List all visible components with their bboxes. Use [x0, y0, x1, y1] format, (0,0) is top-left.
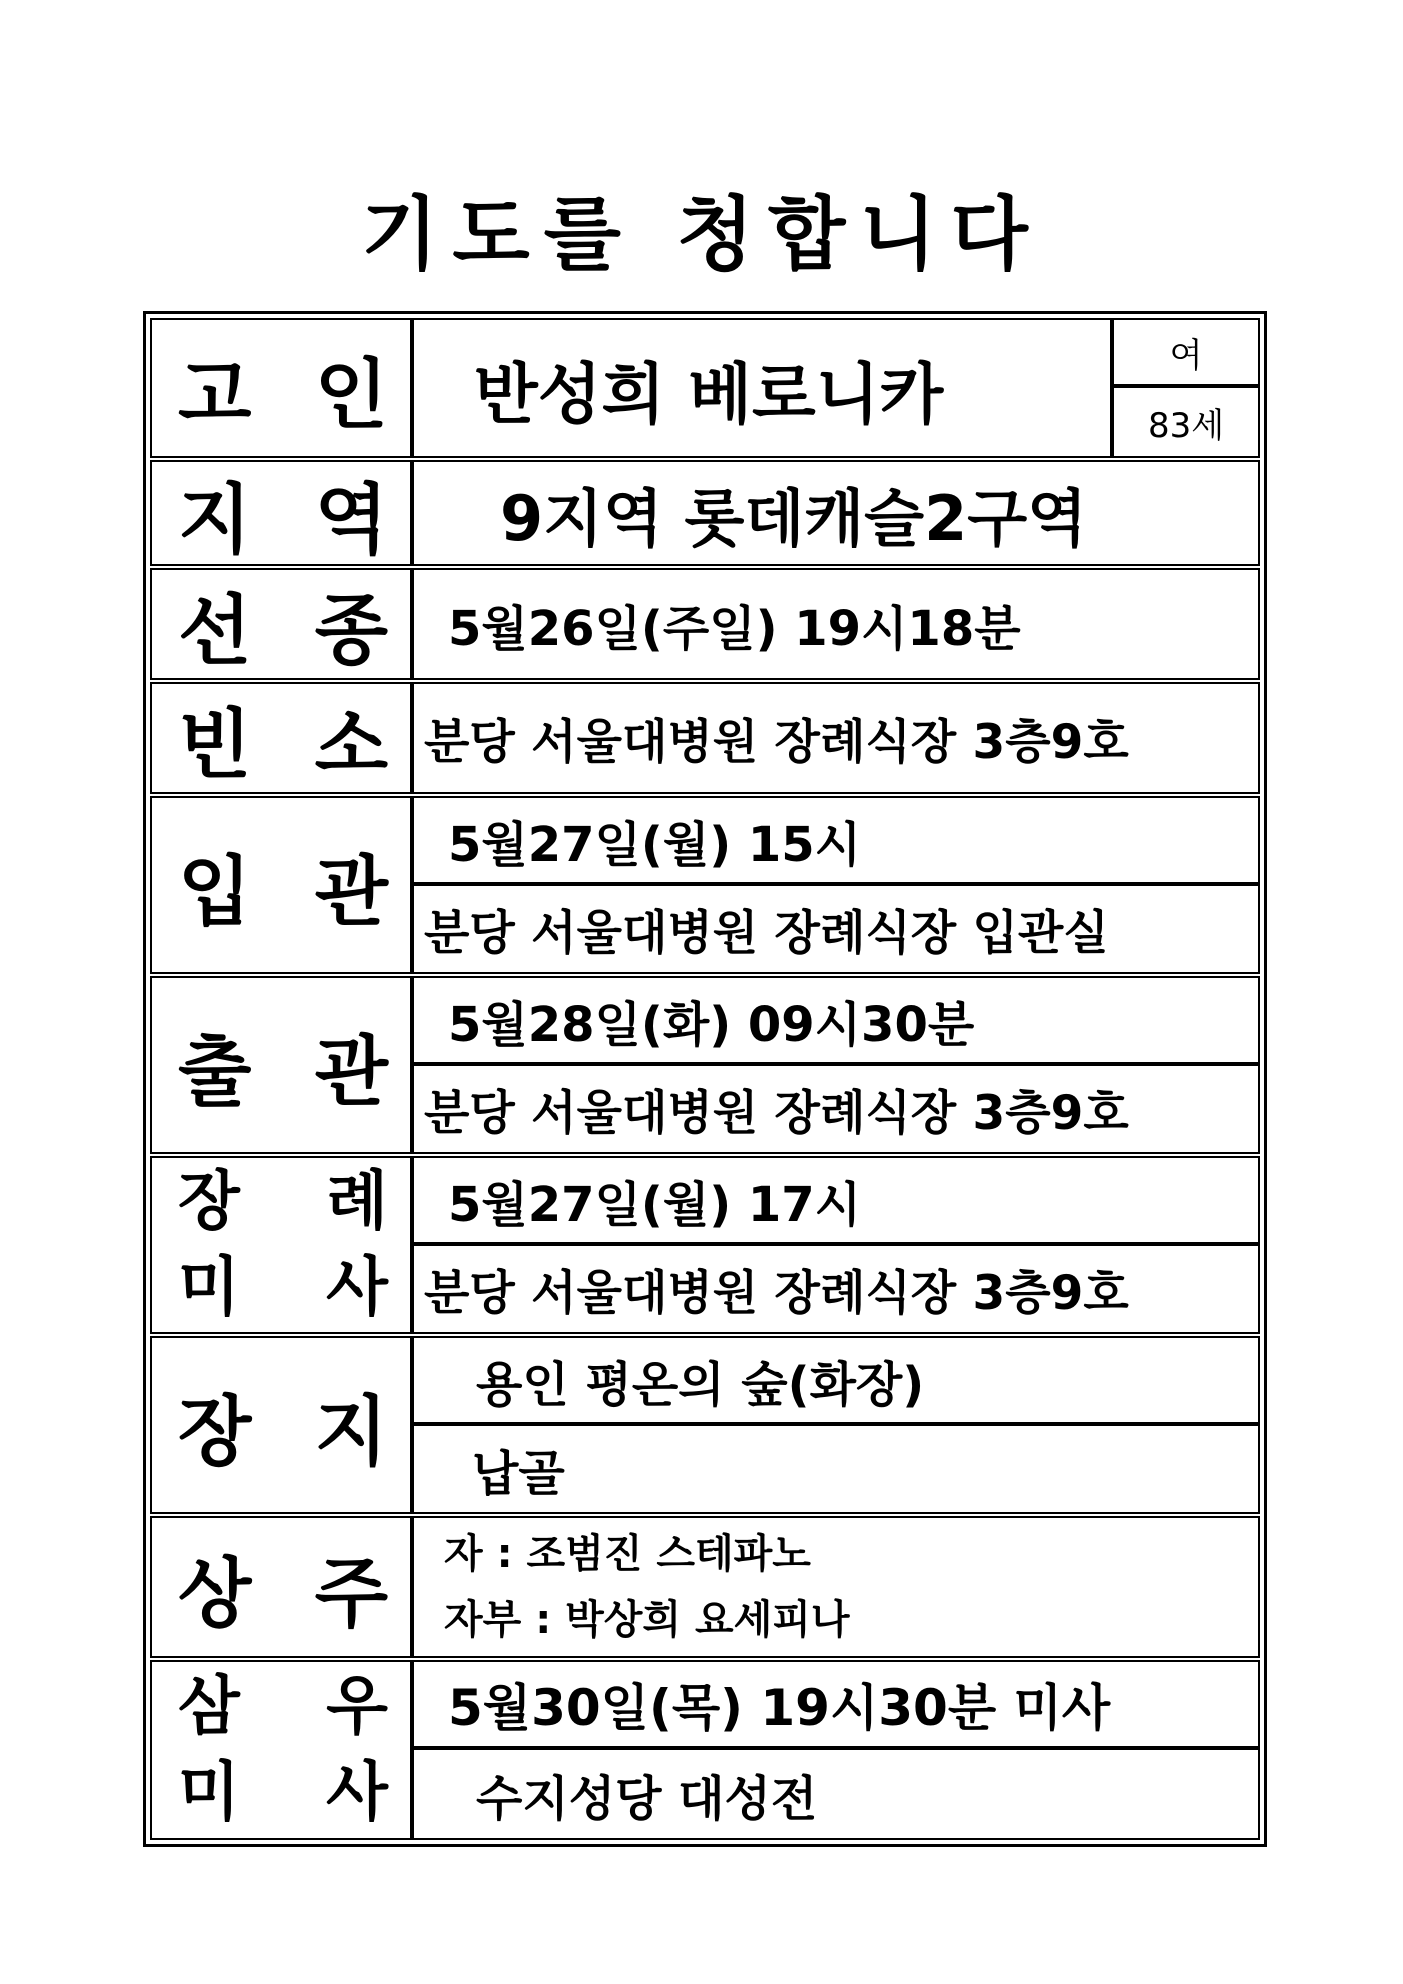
label-char: 빈 [178, 699, 252, 789]
label-burial [150, 1336, 412, 1514]
label-chief-mourner [150, 1516, 412, 1658]
label-char: 상 [178, 1548, 252, 1638]
label-char: 소 [314, 699, 388, 789]
label-district [150, 460, 412, 566]
page-title: 기도를 청합니다 [361, 188, 1042, 281]
departure-datetime: 5월28일(화) 09시30분 [412, 976, 1260, 1064]
label-char: 역 [314, 474, 388, 564]
label-char: 인 [314, 349, 388, 439]
label-encoffin [150, 796, 412, 974]
label-char: 우 [326, 1670, 388, 1744]
funeral-mass-datetime: 5월27일(월) 17시 [412, 1156, 1260, 1244]
label-char: 사 [326, 1251, 388, 1325]
label-deceased [150, 318, 412, 458]
label-char: 주 [314, 1548, 388, 1638]
deceased-age: 83세 [1112, 386, 1260, 458]
label-char: 종 [314, 585, 388, 675]
deceased-gender: 여 [1112, 318, 1260, 386]
label-char: 관 [314, 1026, 388, 1116]
label-char: 출 [178, 1026, 252, 1116]
third-day-mass-place: 수지성당 대성전 [412, 1748, 1260, 1840]
label-char: 지 [178, 474, 252, 564]
label-third-day-mass [150, 1660, 412, 1840]
departure-place: 분당 서울대병원 장례식장 3층9호 [412, 1064, 1260, 1154]
label-funeral-mass [150, 1156, 412, 1334]
encoffin-datetime: 5월27일(월) 15시 [412, 796, 1260, 884]
obituary-table [150, 318, 1260, 1840]
label-char: 고 [178, 349, 252, 439]
chief-mourner-line: 자부 : 박상희 요세피나 [444, 1597, 850, 1643]
chief-mourner-line: 자 : 조범진 스테파노 [444, 1531, 811, 1577]
label-char: 장 [178, 1386, 252, 1476]
district-value: 9지역 롯데캐슬2구역 [412, 460, 1260, 566]
label-char: 입 [178, 846, 252, 936]
encoffin-place: 분당 서울대병원 장례식장 입관실 [412, 884, 1260, 974]
burial-place: 용인 평온의 숲(화장) [412, 1336, 1260, 1424]
third-day-mass-datetime: 5월30일(목) 19시30분 미사 [412, 1660, 1260, 1748]
label-char: 례 [326, 1165, 388, 1239]
label-char: 미 [178, 1756, 240, 1830]
burial-detail: 납골 [412, 1424, 1260, 1514]
chief-mourner-list [412, 1516, 1260, 1658]
funeral-mass-place: 분당 서울대병원 장례식장 3층9호 [412, 1244, 1260, 1334]
label-char: 미 [178, 1251, 240, 1325]
label-char: 삼 [178, 1670, 240, 1744]
label-death [150, 568, 412, 680]
label-char: 선 [178, 585, 252, 675]
death-datetime: 5월26일(주일) 19시18분 [412, 568, 1260, 680]
deceased-name: 반성희 베로니카 [412, 318, 1112, 458]
label-char: 지 [314, 1386, 388, 1476]
mortuary-place: 분당 서울대병원 장례식장 3층9호 [412, 682, 1260, 794]
label-mortuary [150, 682, 412, 794]
label-char: 장 [178, 1165, 240, 1239]
label-char: 관 [314, 846, 388, 936]
label-char: 사 [326, 1756, 388, 1830]
label-departure [150, 976, 412, 1154]
